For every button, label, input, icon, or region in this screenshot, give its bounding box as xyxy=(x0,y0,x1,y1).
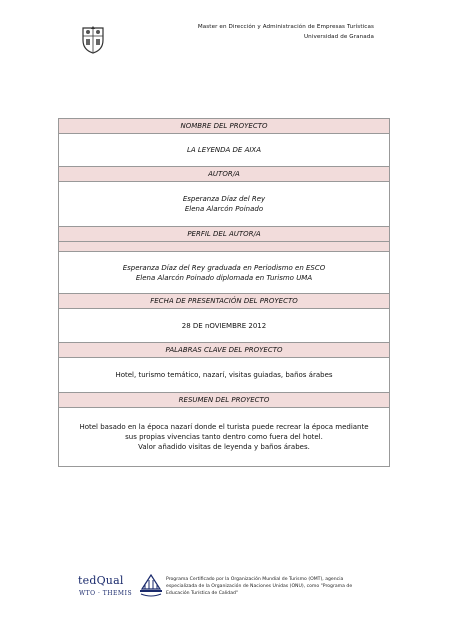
keywords-value: Hotel, turismo temático, nazarí, visitas guiadas, baños árabes xyxy=(59,358,390,393)
profile-line-2: Elena Alarcón Poinado diplomada en Turismo UMA xyxy=(135,273,313,282)
tedqual-subtitle: WTO · THEMIS xyxy=(79,590,133,597)
summary-line-1: Hotel basado en la época nazarí donde el turista puede recrear la época mediante xyxy=(79,423,369,431)
summary-label: RESUMEN DEL PROYECTO xyxy=(59,393,390,408)
author-name-1: Esperanza Díaz del Rey xyxy=(182,195,266,203)
project-form-table xyxy=(58,118,390,467)
profile-spacer xyxy=(59,242,390,252)
university-crest-logo xyxy=(80,24,106,54)
date-label: FECHA DE PRESENTACIÓN DEL PROYECTO xyxy=(59,294,390,309)
summary-value xyxy=(59,408,390,467)
keywords-label: PALABRAS CLAVE DEL PROYECTO xyxy=(59,343,390,358)
footer-text-line-3: Educación Turística de Calidad" xyxy=(166,591,239,596)
header-program-title: Master en Dirección y Administración de Empresas Turísticas xyxy=(197,24,374,30)
author-label: AUTOR/A xyxy=(59,167,390,182)
profile-value xyxy=(59,252,390,294)
author-value xyxy=(59,182,390,227)
tedqual-brand-text: tedQual xyxy=(78,574,124,587)
date-value: 28 DE nOVIEMBRE 2012 xyxy=(59,309,390,343)
project-name-label: NOMBRE DEL PROYECTO xyxy=(59,119,390,134)
footer-text-line-1: Programa Certificado por la Organización Mundial de Turismo (OMT), agencia xyxy=(166,577,344,582)
header-university: Universidad de Granada xyxy=(303,34,374,40)
profile-line-1: Esperanza Díaz del Rey graduada en Periodismo en ESCO xyxy=(122,263,326,272)
footer-text-line-2: especializada de la Organización de Naciones Unidas (ONU), como "Programa de xyxy=(166,584,353,589)
summary-line-3: Valor añadido visitas de leyenda y baños árabes. xyxy=(138,443,310,451)
author-name-2: Elena Alarcón Poinado xyxy=(184,205,264,213)
tedqual-logo xyxy=(78,572,164,606)
profile-label: PERFIL DEL AUTOR/A xyxy=(59,227,390,242)
document-header xyxy=(198,22,374,42)
globe-icon xyxy=(138,572,164,598)
project-name-value: LA LEYENDA DE AIXA xyxy=(59,134,390,167)
footer-certification-text xyxy=(166,576,376,597)
summary-line-2: sus propias vivencias tanto dentro como fuera del hotel. xyxy=(125,433,323,441)
